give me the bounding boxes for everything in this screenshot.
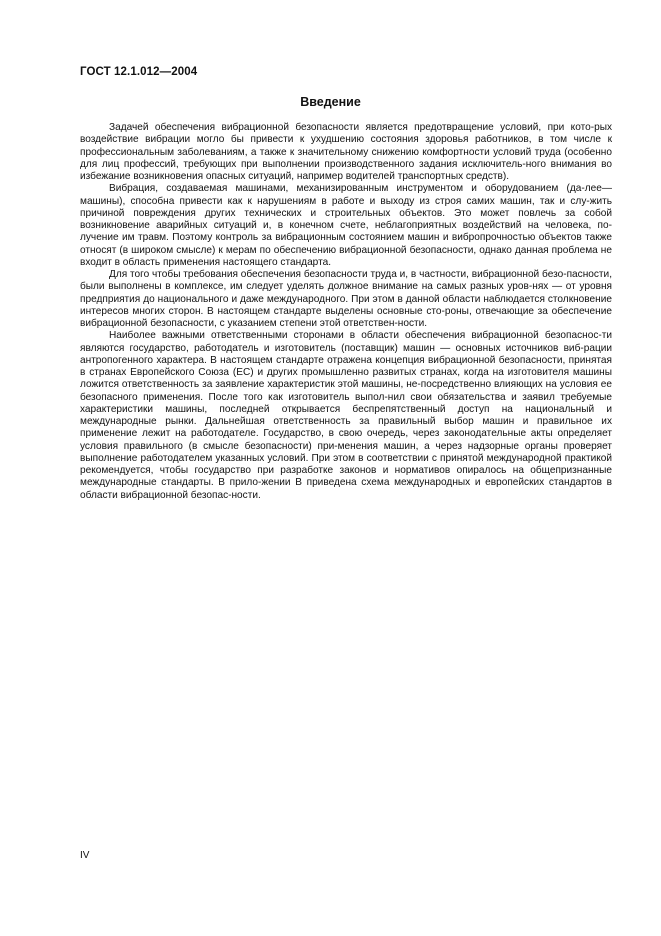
paragraph-3: Для того чтобы требования обеспечения безопасности труда и, в частности, вибрационной безо-пасности, были выполнены в комплексе, им следует уделять должное внимание на самых разных уров-нях — от уровня предприятия до национального и даже международного. При этом в данной области наблюдается столкновение интересов многих сторон. В настоящем стандарте выделены основные сто-роны, отвечающие за обеспечение вибрационной безопасности, с указанием степени этой ответствен-ности. [80, 269, 612, 329]
page-number: IV [80, 850, 90, 861]
paragraph-2: Вибрация, создаваемая машинами, механизированным инструментом и оборудованием (да-лее—машины), способна привести как к нарушениям в работе и выходу из строя самих машин, так и слу-жить причиной повреждения других технических и строительных объектов. Это может повлечь за собой возникновение аварийных ситуаций и, в конечном счете, неблагоприятных воздействий на человека, по-лучение им травм. Поэтому контроль за вибрационным состоянием машин и вибропрочностью объектов также относят (в широком смысле) к мерам по обеспечению вибрационной безопасности, однако данная проблема не входит в область применения настоящего стандарта. [80, 183, 612, 268]
document-header: ГОСТ 12.1.012—2004 [80, 66, 198, 78]
body-text [80, 122, 612, 502]
paragraph-4: Наиболее важными ответственными сторонами в области обеспечения вибрационной безопаснос-ти являются государство, работодатель и изготовитель (поставщик) машин — основных источников виб-рации антропогенного характера. В настоящем стандарте отражена концепция вибрационной безопасности, принятая в странах Европейского Союза (ЕС) и других промышленно развитых странах, когда на изготовителя машины ложится ответственность за заявление характеристик этой машины, не-посредственно влияющих на условия ее безопасного применения. После того как изготовитель выпол-нил свои обязательства и заявил требуемые характеристики машины, последней открывается беспрепятственный доступ на национальный и международные рынки. Дальнейшая ответственность за правильный выбор машин и правильное их применение лежит на работодателе. Государство, в свою очередь, через законодательные акты определяет условия правильного (в смысле безопасности) при-менения машин, а через надзорные органы проверяет выполнение работодателем указанных условий. При этом в соответствии с принятой международной практикой рекомендуется, чтобы государство при разработке законов и нормативов опиралось на общепризнанные международные стандарты. В прило-жении В приведена схема международных и европейских стандартов в области вибрационной безопас-ности. [80, 330, 612, 501]
paragraph-1: Задачей обеспечения вибрационной безопасности является предотвращение условий, при кото-рых воздействие вибрации могло бы привести к ухудшению состояния здоровья работников, в том числе к профессиональным заболеваниям, а также к значительному снижению комфортности условий труда (особенно для лиц профессий, требующих при выполнении производственного задания исключитель-ного внимания во избежание возникновения опасных ситуаций, например водителей транспортных средств). [80, 122, 612, 182]
section-title: Введение [300, 95, 361, 109]
